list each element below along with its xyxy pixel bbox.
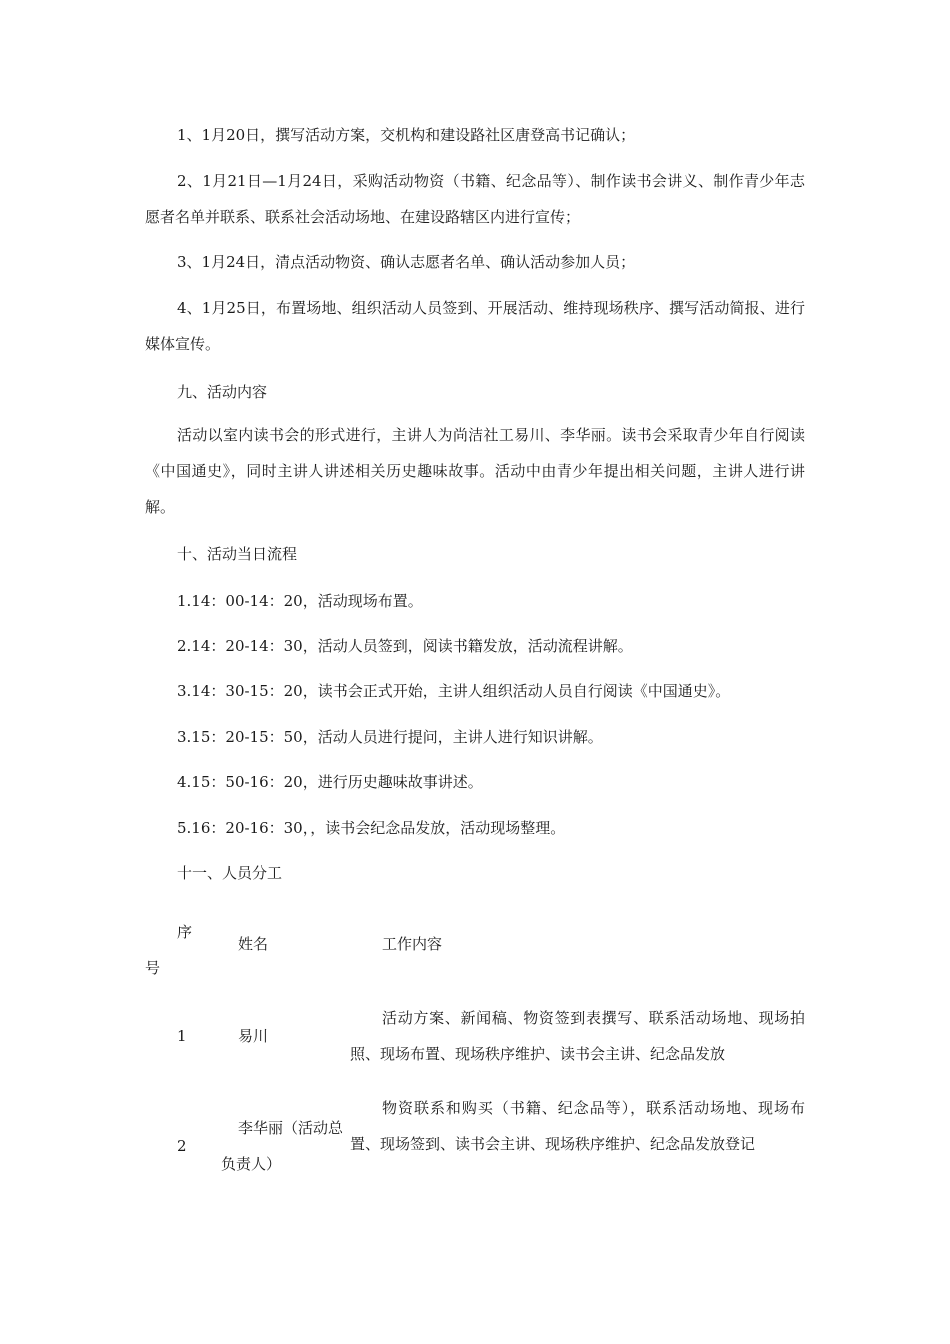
row-name: 李华丽（活动总负责人） xyxy=(221,1119,344,1173)
row-work: 活动方案、新闻稿、物资签到表撰写、联系活动场地、现场拍照、现场布置、现场秩序维护、读书会主讲、纪念品发放 xyxy=(350,1009,805,1063)
flow-item-1: 1.14：00-14：20，活动现场布置。 xyxy=(177,592,423,610)
table-header-seq xyxy=(145,914,195,986)
row-seq: 1 xyxy=(177,1027,187,1045)
schedule-item-3: 3、1月24日，清点活动物资、确认志愿者名单、确认活动参加人员； xyxy=(177,253,636,271)
table-header-seq-line1: 序 xyxy=(177,923,193,941)
table-header-name: 姓名 xyxy=(238,935,269,953)
section-9-body: 活动以室内读书会的形式进行，主讲人为尚洁社工易川、李华丽。读书会采取青少年自行阅读《中国通史》，同时主讲人讲述相关历史趣味故事。活动中由青少年提出相关问题，主讲人进行讲解。 xyxy=(145,426,805,516)
flow-item-5: 4.15：50-16：20，进行历史趣味故事讲述。 xyxy=(177,773,483,791)
flow-item-3: 3.14：30-15：20，读书会正式开始，主讲人组织活动人员自行阅读《中国通史》。 xyxy=(177,682,731,700)
row-seq: 2 xyxy=(177,1137,187,1155)
row-name: 易川 xyxy=(238,1027,269,1045)
schedule-item-4: 4、1月25日，布置场地、组织活动人员签到、开展活动、维持现场秩序、撰写活动简报、进行媒体宣传。 xyxy=(145,299,805,353)
schedule-item-2: 2、1月21日—1月24日，采购活动物资（书籍、纪念品等）、制作读书会讲义、制作青少年志愿者名单并联系、联系社会活动场地、在建设路辖区内进行宣传； xyxy=(145,172,805,226)
row-work: 物资联系和购买（书籍、纪念品等），联系活动场地、现场布置、现场签到、读书会主讲、现场秩序维护、纪念品发放登记 xyxy=(350,1099,805,1153)
section-9-title: 九、活动内容 xyxy=(177,383,268,401)
table-header-seq-line2: 号 xyxy=(145,959,161,977)
flow-item-4: 3.15：20-15：50，活动人员进行提问，主讲人进行知识讲解。 xyxy=(177,728,603,746)
flow-item-2: 2.14：20-14：30，活动人员签到，阅读书籍发放，活动流程讲解。 xyxy=(177,637,633,655)
flow-item-6: 5.16：20-16：30，，读书会纪念品发放，活动现场整理。 xyxy=(177,819,566,837)
table-header-work: 工作内容 xyxy=(382,935,443,953)
section-11-title: 十一、人员分工 xyxy=(177,864,283,882)
schedule-item-1: 1、1月20日，撰写活动方案，交机构和建设路社区唐登高书记确认； xyxy=(177,126,636,144)
section-10-title: 十、活动当日流程 xyxy=(177,545,298,563)
